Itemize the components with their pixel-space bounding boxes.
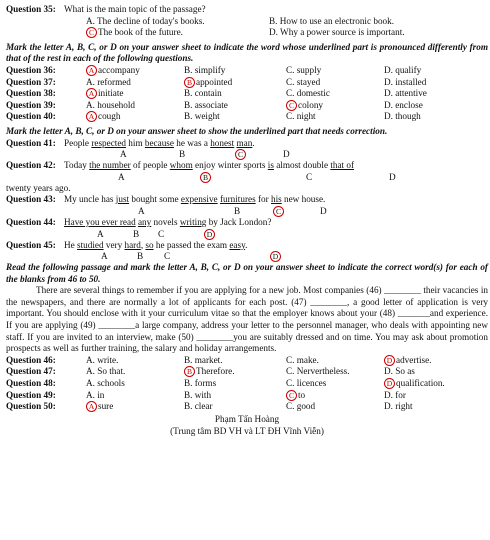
question-45-letters	[6, 251, 488, 262]
instruction-reading: Read the following passage and mark the letter A, B, C, or D on your answer sheet to indicate the correct word(s) for each of the blanks from 46 to 50.	[6, 262, 488, 284]
letter-d[interactable]: D	[389, 171, 396, 182]
selected-answer-circle-icon: B	[184, 366, 195, 377]
question-42-continuation: twenty years ago.	[6, 182, 71, 193]
option-b[interactable]: B appointed	[184, 77, 232, 89]
pronunciation-question	[6, 65, 488, 77]
question-text: Today the number of people whom enjoy winter sports is almost double that of	[64, 160, 355, 171]
underlined-part-c: honest	[210, 137, 235, 148]
question-label: Question 36:	[6, 64, 56, 75]
selected-answer-circle-icon: D	[384, 378, 395, 389]
option-a[interactable]: A cough	[86, 111, 120, 123]
option-a[interactable]: A. reformed	[86, 76, 131, 87]
selected-answer-circle-icon: A	[86, 111, 97, 122]
instruction-pronunciation: Mark the letter A, B, C, or D on your answer sheet to indicate the word whose underlined part is pronounced differently from that of the rest in each of the following questions.	[6, 41, 488, 64]
option-a[interactable]: A. write.	[86, 354, 119, 365]
question-43-letters	[6, 206, 488, 217]
selected-answer-circle-icon: A	[86, 88, 97, 99]
question-label: Question 48:	[6, 378, 56, 389]
question-label: Question 37:	[6, 76, 56, 87]
letter-d[interactable]: D	[283, 149, 290, 160]
author-name: Phạm Tấn Hoàng	[214, 413, 280, 424]
option-d[interactable]: D. qualify	[384, 64, 422, 75]
cloze-question	[6, 401, 488, 413]
option-c[interactable]: C. night	[286, 111, 316, 122]
question-label: Question 42:	[6, 160, 56, 171]
question-label: Question 35:	[6, 4, 56, 14]
pronunciation-question	[6, 100, 488, 112]
question-42-letters	[6, 172, 488, 183]
option-c[interactable]: C. supply	[286, 64, 322, 75]
letter-a[interactable]: A	[97, 228, 104, 239]
question-43	[6, 194, 488, 206]
question-label: Question 46:	[6, 354, 56, 365]
option-d[interactable]: D. though	[384, 111, 421, 122]
option-d[interactable]: D qualification.	[384, 378, 445, 390]
option-a[interactable]: A. schools	[86, 378, 125, 389]
question-label: Question 41:	[6, 137, 56, 148]
option-a[interactable]: A initiate	[86, 88, 124, 100]
selected-answer-circle-icon: C	[235, 149, 246, 160]
option-d[interactable]: D. installed	[384, 76, 427, 87]
option-b[interactable]: B. weight	[184, 111, 220, 122]
reading-passage: There are several things to remember if you are applying for a new job. Most companies (46) ________ their vacancies in the newspapers, and there are normally a lot of applicants for each post. (47) ________, a good letter of application is very important. You should enclose with it your curriculum vitae so that the employer knows about your (48) _______and experience. If you are applying (49) ________a large company, address your letter to the personnel manager, who deals with appointing new staff. If you are invited to an interview, make (50) ________you are suitably dressed and on time. You may ask about promotion prospects as well as further training, the salary and holiday arrangements.	[6, 285, 488, 354]
option-a[interactable]: A. The decline of today's books.	[86, 15, 205, 26]
selected-answer-circle-icon: C	[86, 27, 97, 38]
option-c[interactable]: C. stayed	[286, 76, 321, 87]
selected-answer-circle-icon: D	[204, 229, 215, 240]
selected-answer-circle-icon: B	[184, 77, 195, 88]
option-b[interactable]: B. contain	[184, 88, 222, 99]
option-c[interactable]: C. licences	[286, 378, 327, 389]
letter-d[interactable]: D	[320, 205, 327, 216]
pronunciation-questions	[6, 65, 488, 123]
option-b[interactable]: B. market.	[184, 354, 223, 365]
question-text: What is the main topic of the passage?	[64, 4, 206, 14]
option-d[interactable]: D advertise.	[384, 355, 431, 367]
option-c[interactable]: C. make.	[286, 354, 319, 365]
option-a[interactable]: A. household	[86, 99, 135, 110]
question-label: Question 45:	[6, 239, 56, 250]
option-b[interactable]: B. clear	[184, 401, 213, 412]
option-c[interactable]: C. domestic	[286, 88, 330, 99]
option-d[interactable]: D. right	[384, 401, 413, 412]
letter-b[interactable]: B	[133, 228, 140, 239]
question-42	[6, 160, 488, 172]
question-44	[6, 217, 488, 229]
question-label: Question 49:	[6, 389, 56, 400]
letter-a[interactable]: A	[138, 205, 145, 216]
question-35	[6, 4, 488, 16]
option-c[interactable]: C to	[286, 390, 305, 402]
question-label: Question 44:	[6, 216, 56, 227]
cloze-question	[6, 355, 488, 367]
selected-answer-circle-icon: A	[86, 401, 97, 412]
question-label: Question 39:	[6, 99, 56, 110]
underlined-part-b: because	[144, 137, 174, 148]
option-c[interactable]: C The book of the future.	[86, 27, 183, 39]
cloze-questions	[6, 355, 488, 413]
instruction-error-correction: Mark the letter A, B, C, or D on your answer sheet to show the underlined part that needs correction.	[6, 125, 388, 136]
question-label: Question 40:	[6, 111, 56, 122]
option-d[interactable]: D. attentive	[384, 88, 427, 99]
option-d[interactable]: D. Why a power source is important.	[269, 27, 405, 38]
selected-answer-circle-icon: C	[286, 100, 297, 111]
underlined-part-d: man	[236, 137, 253, 148]
question-text: My uncle has just bought some expensive furnitures for his new house.	[64, 194, 326, 205]
option-a[interactable]: A. So that.	[86, 366, 126, 377]
selected-answer-circle-icon: C	[286, 390, 297, 401]
option-a[interactable]: A sure	[86, 401, 113, 413]
selected-answer-circle-icon: D	[270, 251, 281, 262]
pronunciation-question	[6, 88, 488, 100]
option-d[interactable]: D. So as	[384, 366, 415, 377]
cloze-question	[6, 390, 488, 402]
letter-a[interactable]: A	[101, 251, 108, 262]
selected-answer-circle-icon: D	[384, 355, 395, 366]
option-b[interactable]: B. associate	[184, 99, 228, 110]
option-a[interactable]: A accompany	[86, 65, 140, 77]
question-41-letters	[6, 149, 488, 160]
option-c[interactable]: C. good	[286, 401, 316, 412]
question-35-options-row2	[6, 27, 488, 39]
option-d[interactable]: D. for	[384, 389, 406, 400]
underlined-part-a: respected	[91, 137, 126, 148]
letter-c[interactable]: C	[164, 251, 171, 262]
question-label: Question 38:	[6, 88, 56, 99]
selected-answer-circle-icon: A	[86, 65, 97, 76]
option-b[interactable]: B Therefore.	[184, 366, 235, 378]
option-b[interactable]: B. simplify	[184, 64, 226, 75]
option-b[interactable]: B. forms	[184, 378, 217, 389]
option-d[interactable]: D. enclose	[384, 99, 423, 110]
selected-answer-circle-icon: C	[273, 206, 284, 217]
selected-answer-circle-icon: B	[200, 172, 211, 183]
letter-a[interactable]: A	[118, 171, 125, 182]
author-organization: (Trung tâm BD VH và LT ĐH Vĩnh Viễn)	[170, 426, 324, 437]
question-text: He studied very hard, so he passed the exam easy.	[64, 239, 248, 250]
question-35-options-row1	[6, 16, 488, 28]
cloze-question	[6, 378, 488, 390]
question-label: Question 43:	[6, 194, 56, 205]
question-label: Question 47:	[6, 366, 56, 377]
option-c[interactable]: C. Nervertheless.	[286, 366, 350, 377]
letter-b[interactable]: B	[137, 251, 144, 262]
letter-c[interactable]: C	[158, 228, 165, 239]
letter-c[interactable]: C	[306, 171, 313, 182]
pronunciation-question	[6, 77, 488, 89]
question-44-letters	[6, 229, 488, 240]
question-label: Question 50:	[6, 401, 56, 412]
option-b[interactable]: B. How to use an electronic book.	[269, 15, 395, 26]
letter-b[interactable]: B	[234, 205, 241, 216]
question-41	[6, 138, 488, 150]
option-a[interactable]: A. in	[86, 389, 105, 400]
pronunciation-question	[6, 111, 488, 123]
letter-b[interactable]: B	[179, 149, 186, 160]
question-text: People respected him because he was a honest man.	[64, 137, 255, 148]
option-b[interactable]: B. with	[184, 389, 212, 400]
cloze-question	[6, 366, 488, 378]
question-text: Have you ever read any novels writing by Jack London?	[64, 216, 272, 227]
letter-a[interactable]: A	[120, 149, 127, 160]
option-c[interactable]: C colony	[286, 100, 323, 112]
question-45	[6, 240, 488, 252]
